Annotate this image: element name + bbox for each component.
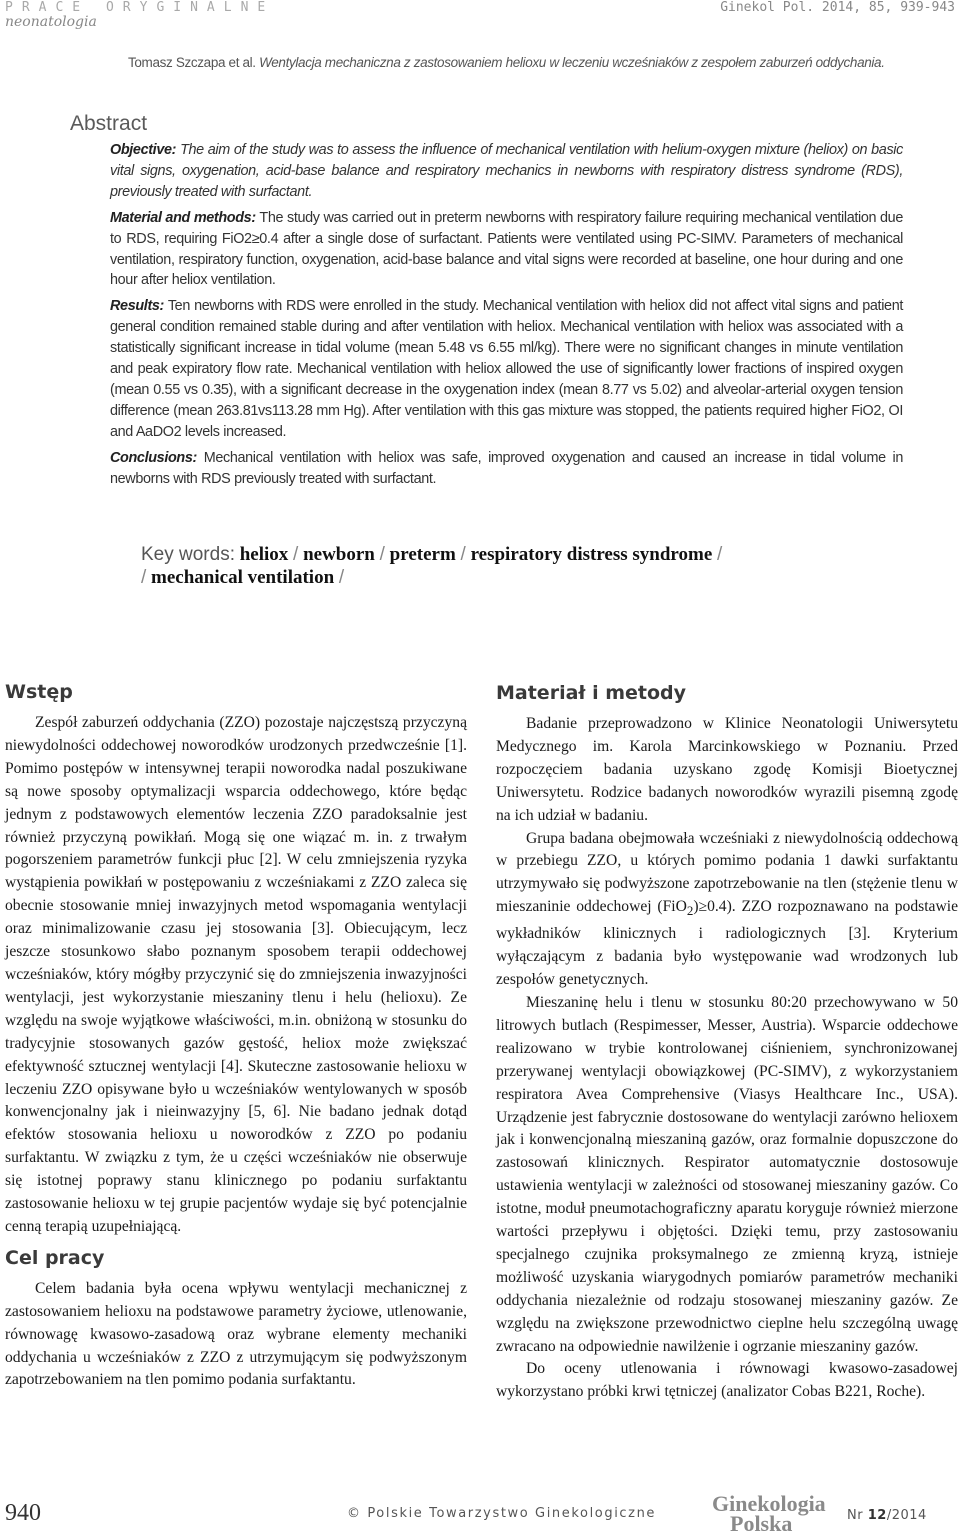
authors: Tomasz Szczapa et al.	[128, 55, 256, 70]
objective-text: The aim of the study was to assess the influence of mechanical ventilation with helium-oxygen mixture (heliox) on basic vital signs, oxygenation, acid-base balance and respiratory mechanics in newborns with respiratory distress syndrome (RDS), previously treated with surfactant.	[110, 142, 903, 200]
methods-text: The study was carried out in preterm newborns with respiratory failure requiring mechanical ventilation due to RDS, requiring FiO2≥0.4 after a single dose of surfactant. Patients were ventilated using PC-SIMV. Parameters of mechanical ventilation, respiratory function, oxygenation, acid-base balance and vital signs were recorded at baseline, one hour during and one hour after heliox ventilation.	[110, 209, 903, 289]
keyword: heliox	[239, 544, 289, 565]
methods-paragraph: Badanie przeprowadzono w Klinice Neonatologii Uniwersytetu Medycznego im. Karola Marcinkowskiego w Poznaniu. Przed rozpoczęciem badania uzyskano zgodę Komisji Bioetycznej Uniwersytetu. Rodzice badanych noworodków wyrazili pisemną zgodę na ich udział w badaniu.	[496, 715, 958, 824]
keyword-separator: /	[293, 544, 299, 565]
abstract-methods	[110, 208, 903, 292]
keywords-label: Key words:	[141, 544, 235, 565]
methods-text-part: Grupa badana obejmowała wcześniaki z niewydolnością oddechową w przebiegu ZZO, u których pomimo podania 1 dawki surfaktantu utrzymywało się podwyższone zapotrzebowanie na tlen (stężenie tlenu w mieszaninie oddechowej (FiO	[496, 829, 958, 916]
right-column	[496, 681, 958, 1404]
left-column	[5, 680, 467, 1392]
section-label: PRACE ORYGINALNE	[5, 0, 275, 15]
page-number: 940	[5, 1500, 41, 1526]
conclusions-text: Mechanical ventilation with heliox was safe, improved oxygenation and caused an increase in tidal volume in newborns with RDS previously treated with surfactant.	[110, 449, 903, 487]
methods-label: Material and methods:	[110, 209, 256, 226]
abstract-objective	[110, 140, 903, 203]
keyword-separator: /	[717, 544, 723, 565]
journal-reference: Ginekol Pol. 2014, 85, 939-943	[720, 0, 955, 15]
keyword: mechanical ventilation	[151, 567, 335, 588]
keyword-separator: /	[379, 544, 385, 565]
section-heading-methods: Materiał i metody	[496, 682, 686, 704]
article-title: Wentylacja mechaniczna z zastosowaniem helioxu w leczeniu wcześniaków z zespołem zaburzeń oddychania.	[259, 55, 885, 70]
issue-number	[847, 1508, 927, 1523]
section-heading-aim: Cel pracy	[5, 1246, 105, 1269]
introduction-paragraph: Zespół zaburzeń oddychania (ZZO) pozostaje najczęstszą przyczyną niewydolności oddechowej noworodków urodzonych przedwcześnie [1]. Pomimo postępów w intensywnej terapii noworodka nadal poszukiwane są nowe sposoby optymalizacji wsparcia oddechowego, które będąc jednym z podstawowych elementów leczenia ZZO paradoksalnie jest również przyczyną powikłań. Mogą się one wiązać m. in. z trwałym pogorszeniem parametrów funkcji płuc [2]. W celu zmniejszenia ryzyka wystąpienia powikłań w postępowaniu z wcześniakami z ZZO zaleca się obecnie stosowanie mniej inwazyjnych metod wspomagania wentylacji oraz minimalizowanie czasu jej stosowania [3]. Obiecującym, lecz jeszcze stosunkowo słabo poznanym sposobem terapii oddechowej wcześniaków, który mógłby przyczynić się do zmniejszenia inwazyjności wentylacji, jest wykorzystanie mieszaniny tlenu i helu (helioxu). Ze względu na swoje wyjątkowe właściwości, m.in. obniżoną w stosunku do tradycyjnie stosowanych gazów gęstość, heliox może zwiększać efektywność sztucznej wentylacji [4]. Skuteczne zastosowanie helioxu w leczeniu ZZO opisywane było u wcześniaków wentylowanych w sposób konwencjonalny jak i nieinwazyjny [5, 6]. Nie badano jednak dotąd efektów stosowania helioxu u noworodków z ZZO po podaniu surfaktantu. W związku z tym, że u części wcześniaków nie obserwuje się istotnej poprawy stanu klinicznego po podaniu surfaktantu zastosowanie helioxu w tej grupie pacjentów wydaje się być potencjalnie cenną terapią uzupełniającą.	[5, 714, 467, 1235]
copyright-notice: © Polskie Towarzystwo Ginekologiczne	[347, 1506, 657, 1521]
results-text: Ten newborns with RDS were enrolled in the study. Mechanical ventilation with heliox did not affect vital signs and patient general condition remained stable during and after ventilation with heliox. Mechanical ventilation with heliox was associated with a statistically significant increase in tidal volume (mean 5.48 vs 6.55 ml/kg). There were no significant changes in minute ventilation and peak expiratory flow rate. Mechanical ventilation with heliox allowed the use of significantly lower fractions of inspired oxygen (mean 0.55 vs 0.35), with a significant decrease in the oxygenation index (mean 8.77 vs 5.02) and alveolar-arterial oxygen tension difference (mean 263.81vs113.28 mm Hg). After ventilation with this gas mixture was stopped, the patients required higher FiO2, OI and AaDO2 levels increased.	[110, 298, 904, 440]
methods-paragraph	[496, 828, 958, 992]
issue-num: 12	[867, 1508, 887, 1523]
methods-paragraph: Mieszaninę helu i tlenu w stosunku 80:20 przechowywano w 50 litrowych butlach (Respimesser, Messer, Austria). Wsparcie oddechowe realizowano w trybie kontrolowanej ciśnieniem, synchronizowanej przerywanej wentylacji obowiązkowej (PC-SIMV), z wykorzystaniem respiratora Avea Comprehensive (Viasys Healthcare Inc., USA). Urządzenie jest fabrycznie dostosowane do wentylacji zarówno helioxem jak i konwencjonalną mieszaniną gazów, oraz formalnie dopuszczone do zastosowań klinicznych. Respirator automatycznie dostosowuje ustawienia wentylacji w zależności od stosowanej mieszaniny gazów. Co istotne, moduł pneumotachograficzny aparatu koryguje również mierzone wartości przepływu i objętości. Dzięki temu, przy zastosowaniu specjalnego czujnika proksymalnego ze zmienną kryzą, istnieje możliwość uzyskania wiarygodnych pomiarów parametrów mechaniki oddychania niezależnie od rodzaju stosowanej mieszaniny gazów. Ze względu na zwiększone przewodnictwo cieplne helu szczególną uwagę zwracano na odpowiednie nawilżenie i ogrzanie mieszaniny gazów.	[496, 993, 958, 1355]
methods-text-part: )≥0.4). ZZO rozpoznawano na podstawie wykładników klinicznych i radiologicznych [3]. Kryterium wyłączającym z badania było występowanie wad wrodzonych lub zespołów genetycznych.	[496, 898, 958, 989]
methods-paragraph: Do oceny utlenowania i równowagi kwasowo-zasadowej wykorzystano próbki krwi tętniczej (analizator Cobas B221, Roche).	[496, 1360, 958, 1401]
aim-paragraph: Celem badania była ocena wpływu wentylacji mechanicznej z zastosowaniem helioxu na podstawowe parametry życiowe, utlenowanie, równowagę kwasowo-zasadową oraz wybrane elementy mechaniki oddychania u wcześniaków z ZZO z utrzymującym się podwyższonym zapotrzebowaniem na tlen pomimo podania surfaktantu.	[5, 1279, 467, 1389]
running-title	[128, 55, 885, 70]
keyword-separator: /	[460, 544, 466, 565]
results-label: Results:	[110, 298, 164, 315]
issue-prefix: Nr	[847, 1508, 864, 1523]
keyword-separator: /	[338, 567, 345, 588]
keyword: preterm	[389, 544, 456, 565]
abstract-results	[110, 296, 903, 442]
abstract-heading: Abstract	[70, 112, 148, 135]
section-heading-introduction: Wstęp	[5, 681, 73, 703]
logo-line: Ginekologia	[712, 1491, 826, 1516]
issue-year: /2014	[886, 1508, 927, 1523]
subsection-label: neonatologia	[5, 14, 97, 30]
objective-label: Objective:	[110, 142, 177, 158]
conclusions-label: Conclusions:	[110, 449, 197, 466]
abstract-conclusions	[110, 448, 903, 490]
journal-logo	[712, 1491, 826, 1536]
subscript: 2	[686, 903, 694, 919]
keyword: respiratory distress syndrome	[470, 544, 713, 565]
abstract-body	[110, 140, 903, 495]
keyword: newborn	[303, 544, 375, 565]
logo-line: Polska	[730, 1511, 793, 1536]
keyword-separator: /	[141, 567, 147, 588]
keywords	[141, 543, 901, 589]
